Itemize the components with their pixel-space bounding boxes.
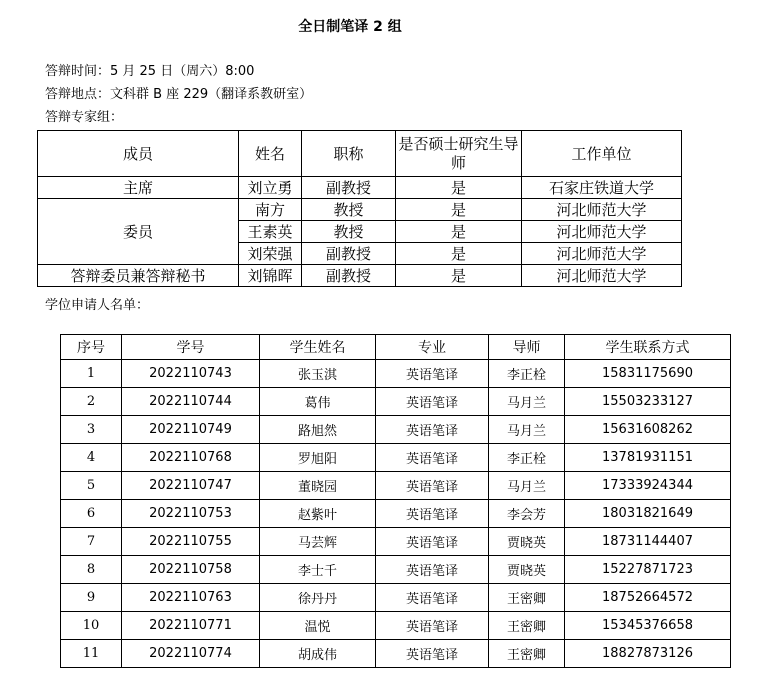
applicant-header-cell: 导师 [489,335,565,360]
panel-row [38,199,682,221]
panel-title: 副教授 [302,243,396,265]
student-contact: 15831175690 [565,360,731,388]
panel-unit: 河北师范大学 [522,199,682,221]
applicant-row [61,500,731,528]
applicant-table [60,334,731,668]
row-number: 7 [61,528,122,556]
student-name: 胡成伟 [260,640,376,668]
major: 英语笔译 [376,556,489,584]
applicant-header-cell: 学生联系方式 [565,335,731,360]
student-id: 2022110747 [122,472,260,500]
applicant-row [61,556,731,584]
advisor: 贾晓英 [489,528,565,556]
student-contact: 15631608262 [565,416,731,444]
panel-header-cell: 是否硕士研究生导师 [396,131,522,177]
panel-title: 教授 [302,221,396,243]
major: 英语笔译 [376,416,489,444]
row-number: 10 [61,612,122,640]
panel-unit: 河北师范大学 [522,243,682,265]
defense-time: 答辩时间：5 月 25 日（周六）8:00 [45,64,255,79]
applicant-rows [61,360,731,668]
student-id: 2022110744 [122,388,260,416]
advisor: 马月兰 [489,388,565,416]
advisor: 李正栓 [489,360,565,388]
advisor: 李正栓 [489,444,565,472]
student-contact: 18031821649 [565,500,731,528]
student-name: 罗旭阳 [260,444,376,472]
student-name: 赵紫叶 [260,500,376,528]
major: 英语笔译 [376,612,489,640]
panel-name: 南方 [239,199,302,221]
student-contact: 15345376658 [565,612,731,640]
defense-location: 答辩地点：文科群 B 座 229（翻译系教研室） [45,87,313,102]
row-number: 9 [61,584,122,612]
panel-name: 刘荣强 [239,243,302,265]
student-id: 2022110755 [122,528,260,556]
major: 英语笔译 [376,528,489,556]
applicant-list-heading: 学位申请人名单： [45,298,150,313]
expert-panel-table [37,130,682,287]
applicant-row [61,472,731,500]
major: 英语笔译 [376,500,489,528]
student-name: 葛伟 [260,388,376,416]
panel-header-cell: 姓名 [239,131,302,177]
applicant-row [61,388,731,416]
panel-unit: 河北师范大学 [522,265,682,287]
panel-title: 副教授 [302,265,396,287]
applicant-row [61,640,731,668]
student-id: 2022110749 [122,416,260,444]
student-id: 2022110763 [122,584,260,612]
applicant-row [61,416,731,444]
applicant-row [61,360,731,388]
panel-header-row [38,131,682,177]
row-number: 6 [61,500,122,528]
student-contact: 18752664572 [565,584,731,612]
panel-unit: 河北师范大学 [522,221,682,243]
student-id: 2022110753 [122,500,260,528]
major: 英语笔译 [376,472,489,500]
student-contact: 15227871723 [565,556,731,584]
student-name: 路旭然 [260,416,376,444]
panel-role: 答辩委员兼答辩秘书 [38,265,239,287]
applicant-row [61,612,731,640]
student-contact: 13781931151 [565,444,731,472]
row-number: 4 [61,444,122,472]
panel-row [38,265,682,287]
row-number: 8 [61,556,122,584]
student-id: 2022110774 [122,640,260,668]
panel-name: 王素英 [239,221,302,243]
panel-header-cell: 成员 [38,131,239,177]
advisor: 李会芳 [489,500,565,528]
major: 英语笔译 [376,584,489,612]
major: 英语笔译 [376,640,489,668]
panel-supervisor: 是 [396,243,522,265]
advisor: 马月兰 [489,472,565,500]
applicant-header-cell: 专业 [376,335,489,360]
student-contact: 15503233127 [565,388,731,416]
panel-header-cell: 职称 [302,131,396,177]
applicant-header-cell: 学生姓名 [260,335,376,360]
panel-supervisor: 是 [396,265,522,287]
panel-name: 刘锦晖 [239,265,302,287]
advisor: 王密卿 [489,640,565,668]
advisor: 王密卿 [489,612,565,640]
student-name: 董晓园 [260,472,376,500]
student-name: 张玉淇 [260,360,376,388]
applicant-header-cell: 学号 [122,335,260,360]
advisor: 王密卿 [489,584,565,612]
major: 英语笔译 [376,444,489,472]
panel-title: 教授 [302,199,396,221]
student-id: 2022110758 [122,556,260,584]
applicant-row [61,444,731,472]
page-title: 全日制笔译 2 组 [298,19,402,35]
panel-name: 刘立勇 [239,177,302,199]
panel-header-cell: 工作单位 [522,131,682,177]
student-name: 徐丹丹 [260,584,376,612]
applicant-header-cell: 序号 [61,335,122,360]
row-number: 1 [61,360,122,388]
major: 英语笔译 [376,388,489,416]
advisor: 马月兰 [489,416,565,444]
panel-supervisor: 是 [396,221,522,243]
major: 英语笔译 [376,360,489,388]
advisor: 贾晓英 [489,556,565,584]
applicant-header-row [61,335,731,360]
panel-role: 主席 [38,177,239,199]
expert-panel-heading: 答辩专家组： [45,110,124,125]
student-id: 2022110743 [122,360,260,388]
panel-unit: 石家庄铁道大学 [522,177,682,199]
student-contact: 18827873126 [565,640,731,668]
row-number: 5 [61,472,122,500]
student-contact: 17333924344 [565,472,731,500]
panel-row [38,177,682,199]
row-number: 3 [61,416,122,444]
student-name: 马芸辉 [260,528,376,556]
panel-supervisor: 是 [396,199,522,221]
panel-title: 副教授 [302,177,396,199]
student-id: 2022110768 [122,444,260,472]
applicant-row [61,584,731,612]
student-id: 2022110771 [122,612,260,640]
row-number: 11 [61,640,122,668]
student-name: 温悦 [260,612,376,640]
applicant-row [61,528,731,556]
panel-role: 委员 [38,199,239,265]
row-number: 2 [61,388,122,416]
student-name: 李士千 [260,556,376,584]
student-contact: 18731144407 [565,528,731,556]
panel-supervisor: 是 [396,177,522,199]
